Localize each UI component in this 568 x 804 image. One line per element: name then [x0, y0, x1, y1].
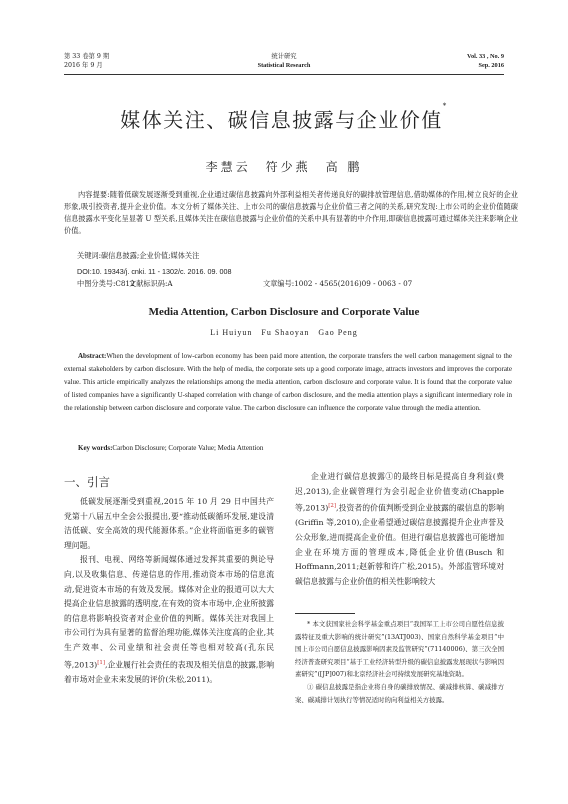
body-paragraph: 低碳发展逐渐受到重视,2015 年 10 月 29 日中国共产党第十八届五中全会公报提出,要“推动低碳循环发展,建设清洁低碳、安全高效的现代能源体系。”企业将面临更多的碳管理问题。: [64, 497, 274, 550]
abstract-en: [64, 350, 512, 415]
keywords-en-text: Carbon Disclosure; Corporate Value; Media Attention: [112, 444, 264, 452]
clc-number: 中图分类号:C812: [77, 279, 135, 288]
body-left-column: [64, 495, 274, 687]
body-text: 企业进行碳信息披露: [311, 472, 386, 481]
doi: DOI:10. 19343/j. cnki. 11 - 1302/c. 2016. 09. 008: [77, 267, 232, 276]
paper-authors-en: Li Huiyun Fu Shaoyan Gao Peng: [210, 328, 358, 337]
header-journal: [64, 52, 504, 70]
paper-authors: 李慧云 符少燕 高 鹏: [205, 160, 363, 174]
header-date-zh: 2016 年 9 月: [64, 62, 103, 69]
body-paragraph: [295, 470, 504, 589]
article-number: 文章编号:1002 - 4565(2016)09 - 0063 - 07: [263, 279, 413, 288]
header-rule: [64, 74, 504, 75]
body-text: 报刊、电视、网络等新闻媒体通过发挥其重要的舆论导向,以及收集信息、传递信息的作用,推动资本市场的信息流动,促进资本市场的有效及发展。媒体对企业的报道可以大大提高企业信息披露的透明度,在有效的资本市场中,企业所披露的信息将影响投资者对企业价值的判断。媒体关注对我国上市公司行为具有显著的监督治理功能,媒体关注度高的企业,其生产效率、公司业绩和社会责任等也相对较高(孔东民等,2013): [64, 555, 274, 670]
abstract-zh: 内容提要:随着低碳发展逐渐受到重视,企业通过碳信息披露向外部利益相关者传递良好的碳排放管理信息,借助媒体的作用,树立良好的企业形象,吸引投资者,提升企业价值。本文分析了媒体关注、上市公司的碳信息披露与企业价值三者之间的关系,研究发现:上市公司的企业价值随碳信息披露水平变化呈显著 U 型关系,且媒体关注在碳信息披露与企业价值的关系中具有显著的中介作用,即碳信息披露可通过媒体关注来影响企业价值。: [64, 190, 518, 235]
header-journal-zh: 统计研究: [271, 53, 297, 60]
keywords-en-label: Key words:: [78, 444, 113, 452]
header-volume-zh: 第 33 卷第 9 期: [64, 53, 110, 60]
footnote-marker[interactable]: ①: [385, 472, 394, 481]
keywords-en: [78, 444, 263, 452]
body-text: ,投资者的价值判断受到企业披露的碳信息的影响(Griffin 等,2010),企业希望通过碳信息披露提升企业声誉及公众形象,进而提高企业价值。但进行碳信息披露也可能增加企业在环境方面的管理成本,降低企业价值(Busch 和 Hoffmann,2011;赵新蓉和许广松,2015)。外部监管环境对碳信息披露与企业价值的相关性影响较大: [295, 503, 504, 586]
footnotes: [295, 618, 504, 706]
footnote-rule: [295, 613, 355, 614]
body-paragraph: [64, 553, 274, 687]
document-code: 文献标识码:A: [129, 279, 173, 288]
paper-title: [0, 104, 568, 133]
footnote-1: ① 碳信息披露是指企业将自身的碳排放情况、碳减排核算、碳减排方案、碳减排计划执行等情况适时的向利益相关方披露。: [295, 682, 504, 704]
abstract-en-label: Abstract:: [78, 352, 107, 360]
citation-ref[interactable]: [1]: [97, 659, 105, 666]
abstract-en-text: When the development of low-carbon economy has been paid more attention, the corporate transfers the well carbon management signal to the external stakeholders by carbon disclosure. With the help of media, the corporate sets up a good corporate image, attracts investors and improves the corporate value. This article empirically analyzes the relationships among the media attention, carbon disclosure and corporate value. It is found that the corporate value of listed companies have a significantly U-shaped correlation with change of carbon disclosure, and the media attention plays a significant intermediary role in the relationship between carbon disclosure and corporate value. The carbon disclosure can influence the corporate value through the media attention.: [64, 352, 512, 412]
body-text: ,企业履行社会责任的表现及相关信息的披露,影响着市场对企业未来发展的评价(朱松,2011)。: [64, 660, 274, 684]
citation-ref[interactable]: [2]: [328, 503, 337, 510]
keywords-zh: 关键词:碳信息披露;企业价值;媒体关注: [77, 251, 200, 260]
title-footnote-mark: *: [442, 102, 448, 110]
journal-header: [64, 52, 504, 74]
header-journal-en: Statistical Research: [257, 62, 311, 69]
paper-title-text: 媒体关注、碳信息披露与企业价值: [120, 108, 443, 132]
footnote-funding: * 本文获国家社会科学基金重点项目“我国军工上市公司自愿性信息披露特征及重大影响的统计研究”(13ATJ003)、国家自然科学基金项目“中国上市公司自愿信息披露影响因素及监管研究”(71140006)、第三次全国经济普查研究项目“基于工业经济转型升级的碳信息披露发展现状与影响因素研究”([JP]007)和北京经济社会可持续发展研究基地资助。: [295, 620, 504, 679]
header-volume-en-line: Vol. 33 , No. 9: [466, 53, 504, 60]
body-right-column: [295, 470, 504, 589]
section-heading-intro: 一、引言: [64, 475, 110, 489]
header-date-en: Sep. 2016: [478, 62, 504, 69]
body-text: 的最终目标是提高自身利益(费迟,2013),企业碳管理行为会引起企业价值变动(Chapple 等,2013): [295, 472, 505, 513]
header-volume-en: [467, 52, 504, 70]
paper-title-en: Media Attention, Carbon Disclosure and Corporate Value: [148, 306, 420, 318]
